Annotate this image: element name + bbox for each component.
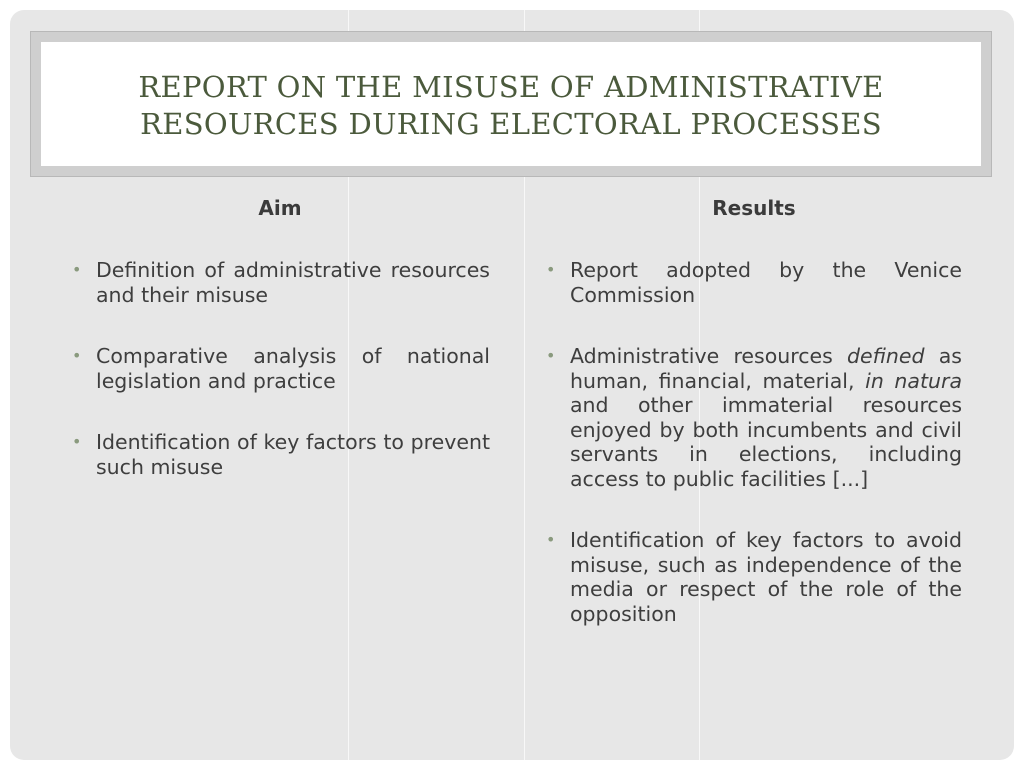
aim-list <box>72 258 490 516</box>
bullet-icon: • <box>546 346 556 365</box>
aim-item-text: Identification of key factors to prevent such misuse <box>96 430 490 479</box>
bullet-icon: • <box>72 260 82 279</box>
bullet-icon: • <box>72 346 82 365</box>
aim-item <box>72 344 490 393</box>
emphasis-text: defined <box>847 344 925 368</box>
bullet-icon: • <box>72 432 82 451</box>
aim-heading: Aim <box>258 196 302 220</box>
title-box <box>41 42 981 166</box>
aim-item <box>72 430 490 479</box>
aim-item <box>72 258 490 307</box>
bullet-icon: • <box>546 260 556 279</box>
results-item-text <box>570 344 962 491</box>
results-item-text: Identification of key factors to avoid misuse, such as independence of the media or respect of the role of the opposition <box>570 528 962 626</box>
aim-item-text: Comparative analysis of national legislation and practice <box>96 344 490 393</box>
results-list <box>546 258 962 663</box>
slide-title: REPORT ON THE MISUSE OF ADMINISTRATIVE RESOURCES DURING ELECTORAL PROCESSES <box>138 70 884 141</box>
emphasis-text: in natura <box>865 368 963 393</box>
aim-item-text: Definition of administrative resources and their misuse <box>96 258 490 307</box>
results-item <box>546 258 962 307</box>
results-item <box>546 344 962 491</box>
text-segment: and other immaterial resources enjoyed by both incumbents and civil servants in elections, including access to public facilities [...] <box>570 393 962 491</box>
title-frame <box>30 31 992 177</box>
bullet-icon: • <box>546 530 556 549</box>
results-heading: Results <box>712 196 796 220</box>
results-item-text: Report adopted by the Venice Commission <box>570 258 962 307</box>
text-segment: as human, financial, material, <box>570 344 962 393</box>
results-item <box>546 528 962 626</box>
text-segment: Administrative resources <box>570 344 848 368</box>
slide <box>10 10 1014 760</box>
